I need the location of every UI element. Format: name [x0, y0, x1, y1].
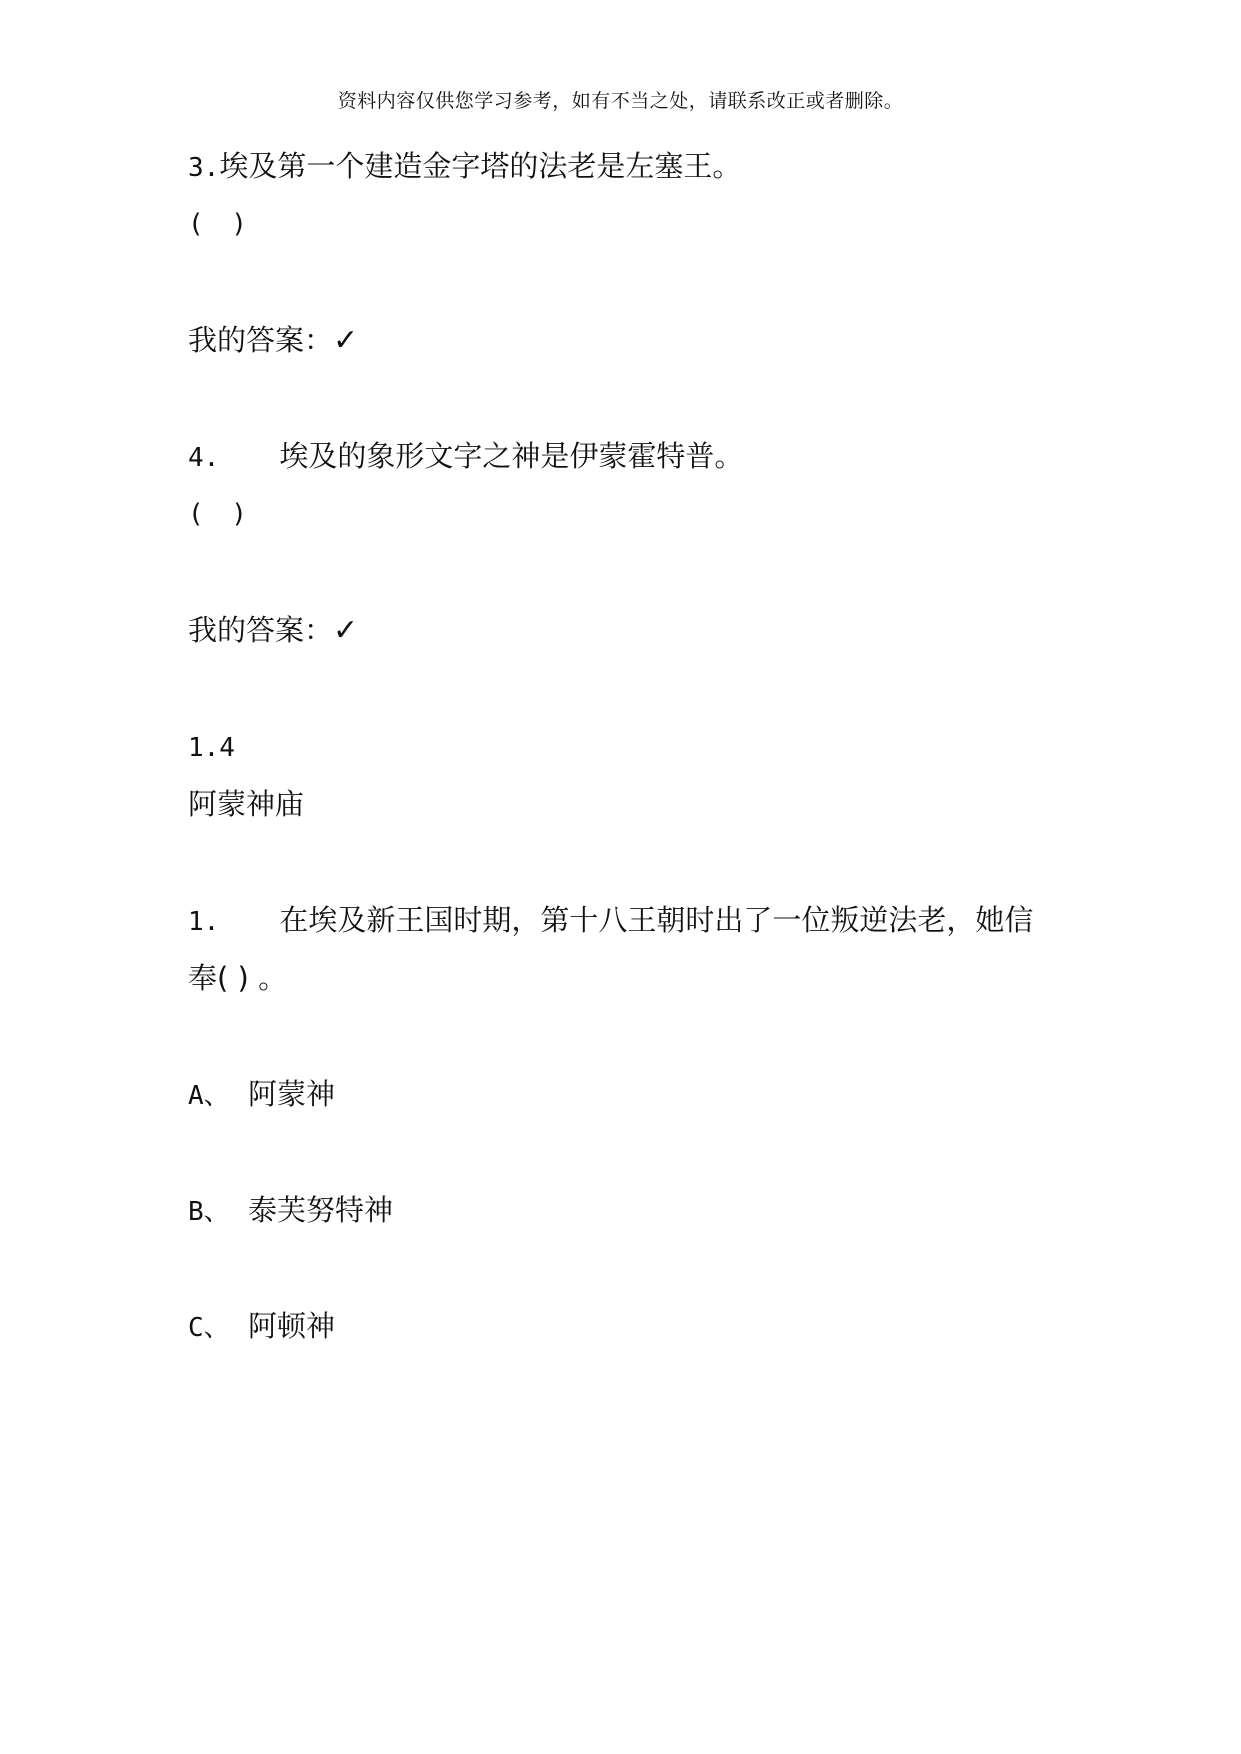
checkmark-icon: ✓	[333, 323, 359, 358]
question-1	[188, 902, 1033, 940]
option-c-text: 阿顿神	[248, 1309, 336, 1343]
question-3-answer	[188, 322, 358, 359]
option-b-letter: B、	[188, 1197, 230, 1227]
option-c	[188, 1308, 335, 1346]
section-title: 阿蒙神庙	[188, 787, 305, 821]
question-3-text: 埃及第一个建造金字塔的法老是左塞王。	[219, 149, 742, 183]
option-a	[188, 1076, 335, 1114]
checkmark-icon: ✓	[333, 613, 359, 648]
option-a-letter: A、	[188, 1081, 230, 1111]
option-a-text: 阿蒙神	[248, 1077, 336, 1111]
question-4-blank: ( )	[188, 499, 253, 529]
question-4-answer	[188, 612, 358, 649]
option-b	[188, 1192, 393, 1230]
option-c-letter: C、	[188, 1313, 230, 1343]
question-3-blank: ( )	[188, 209, 253, 239]
question-1-text-line2: 奉( ) 。	[188, 961, 288, 995]
page-header-disclaimer: 资料内容仅供您学习参考，如有不当之处，请联系改正或者删除。	[337, 90, 904, 112]
question-4	[188, 438, 743, 476]
question-3-number: 3.	[188, 153, 220, 183]
answer-label: 我的答案：	[188, 613, 334, 647]
option-b-text: 泰芙努特神	[248, 1193, 394, 1227]
section-number: 1.4	[188, 733, 235, 763]
question-4-number: 4.	[188, 443, 220, 473]
question-4-text: 埃及的象形文字之神是伊蒙霍特普。	[279, 439, 744, 473]
question-3	[188, 148, 741, 186]
question-1-text-line1: 在埃及新王国时期，第十八王朝时出了一位叛逆法老，她信	[279, 903, 1034, 937]
answer-label: 我的答案：	[188, 323, 334, 357]
question-1-number: 1.	[188, 907, 220, 937]
